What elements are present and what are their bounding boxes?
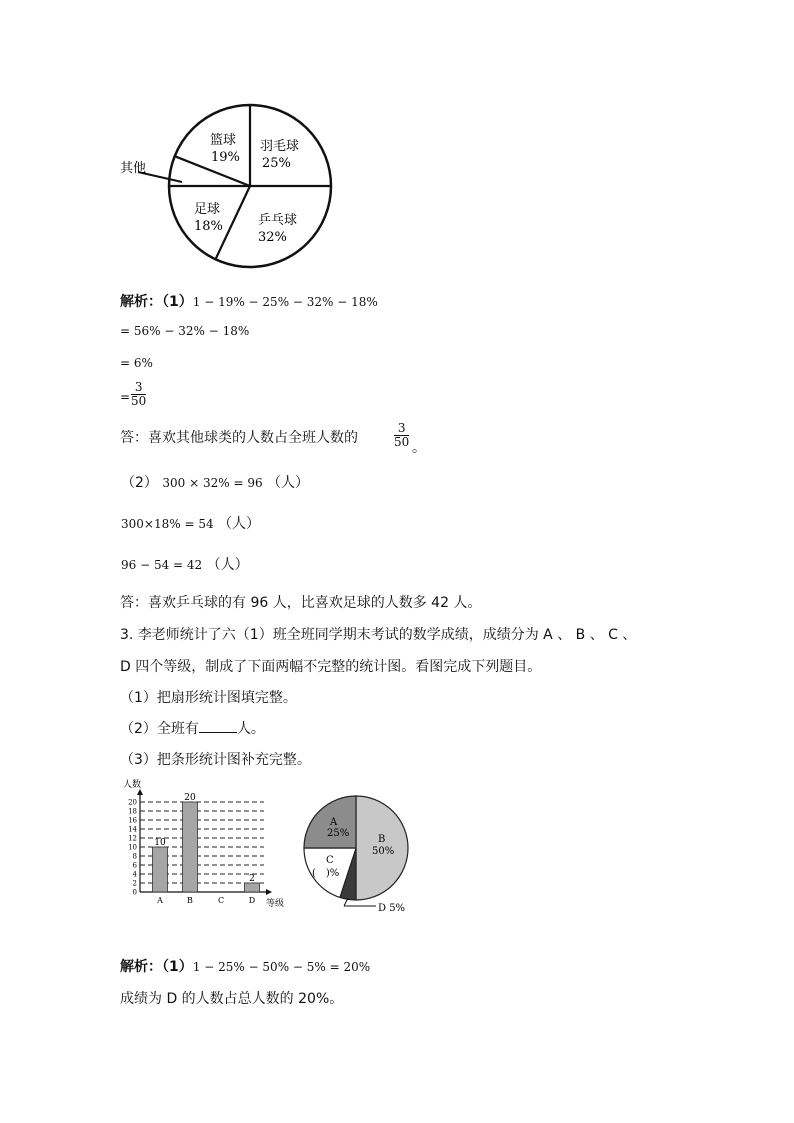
fraction-numerator: 3 xyxy=(394,422,409,436)
sol1-part2-unit: （人） xyxy=(267,475,310,491)
sol1-part2-prefix: （2） xyxy=(121,475,158,491)
fraction-numerator: 3 xyxy=(131,381,146,395)
pie1-pct-pingpong: 32% xyxy=(258,230,287,245)
q3-sub3: （3）把条形统计图补充完整。 xyxy=(120,752,311,768)
sol1-line1-expr: 1 − 19% − 25% − 32% − 18% xyxy=(192,295,378,309)
pie2-label-A: A xyxy=(330,817,338,828)
ball-sports-pie-chart xyxy=(110,100,340,275)
q3-line1: 3. 李老师统计了六（1）班全班同学期末考试的数学成绩，成绩分为 A 、 B 、 C 、 xyxy=(120,627,637,643)
bar-value-label-B: 20 xyxy=(184,793,196,803)
pie1-pct-badminton: 25% xyxy=(262,156,291,171)
sol1-answer2: 答：喜欢乒乓球的有 96 人，比喜欢足球的人数多 42 人。 xyxy=(120,595,482,611)
pie2-pct-B: 50% xyxy=(372,846,395,857)
sol1-part3-expr: 300×18% = 54 xyxy=(121,517,214,531)
q3-answer-blank[interactable] xyxy=(199,720,237,733)
pie2-pct-A: 25% xyxy=(327,828,350,839)
bar-ytick-label: 10 xyxy=(128,843,137,852)
sol1-answer1-end: 。 xyxy=(412,440,426,456)
sol1-fraction-3-50 xyxy=(131,381,146,408)
pie2-label-C: C xyxy=(326,855,334,866)
q3-sub2-suffix: 人。 xyxy=(236,721,265,737)
bar-value-label-D: 2 xyxy=(249,874,255,884)
sol3-line1-prefix: 解析：（1） xyxy=(120,959,193,975)
bar-ytick-label: 14 xyxy=(128,825,137,834)
bar-value-label-A: 10 xyxy=(154,838,166,848)
bar-ytick-label: 20 xyxy=(128,798,137,807)
sol1-part3-unit: （人） xyxy=(218,516,261,532)
sol1-answer1: 答：喜欢其他球类的人数占全班人数的 xyxy=(120,430,358,446)
bar-ylabel: 人数 xyxy=(123,780,142,790)
bar-category-D: D xyxy=(248,896,256,905)
pie1-other-label: 其他 xyxy=(120,161,147,176)
bar-category-B: B xyxy=(187,896,193,905)
sol3-line1-expr: 1 − 25% − 50% − 5% = 20% xyxy=(192,960,371,974)
pie2-label-B: B xyxy=(378,834,386,845)
bar-ytick-label: 6 xyxy=(132,861,137,870)
bar-ytick-label: 16 xyxy=(128,816,137,825)
fraction-denominator: 50 xyxy=(394,435,410,449)
q3-sub2-prefix: （2）全班有 xyxy=(120,721,199,737)
pie1-pct-basketball: 19% xyxy=(211,150,240,165)
sol1-line3: = 6% xyxy=(120,356,153,370)
sol1-line1-prefix: 解析：（1） xyxy=(120,294,193,310)
grades-pie-chart xyxy=(298,790,428,920)
pie1-label-badminton: 羽毛球 xyxy=(260,139,300,154)
q3-sub1: （1）把扇形统计图填完整。 xyxy=(120,690,297,706)
q3-line2: D 四个等级，制成了下面两幅不完整的统计图。看图完成下列题目。 xyxy=(120,659,542,675)
bar-ytick-label: 0 xyxy=(132,888,137,897)
bar-category-A: A xyxy=(157,896,163,905)
bar-B xyxy=(183,802,198,892)
pie1-label-football: 足球 xyxy=(194,202,221,217)
sol1-part4-expr: 96 − 54 = 42 xyxy=(121,558,203,572)
sol1-line2: = 56% − 32% − 18% xyxy=(120,324,250,338)
bar-A xyxy=(153,847,168,892)
pie2-label-D: D 5% xyxy=(378,903,406,914)
pie1-label-basketball: 篮球 xyxy=(210,133,237,148)
bar-ytick-label: 4 xyxy=(132,870,137,879)
bar-D xyxy=(245,883,260,892)
sol1-part4-unit: （人） xyxy=(206,557,249,573)
bar-ytick-label: 8 xyxy=(132,852,137,861)
pie1-label-pingpong: 乒乓球 xyxy=(258,213,298,228)
pie1-pct-football: 18% xyxy=(194,219,223,234)
fraction-denominator: 50 xyxy=(131,394,147,408)
sol1-line4-eq: = xyxy=(120,390,131,404)
bar-category-C: C xyxy=(217,896,225,905)
grades-bar-chart xyxy=(116,775,296,910)
bar-xlabel: 等级 xyxy=(266,899,285,909)
bar-ytick-label: 12 xyxy=(128,834,137,843)
pie2-pct-C: ( )% xyxy=(312,868,340,879)
bar-ytick-label: 18 xyxy=(128,807,137,816)
bar-ytick-label: 2 xyxy=(132,879,137,888)
answer1-fraction-3-50 xyxy=(394,422,409,449)
bar-x-arrow xyxy=(266,889,272,895)
sol1-part2-expr: 300 × 32% = 96 xyxy=(162,476,263,490)
sol3-line2: 成绩为 D 的人数占总人数的 20%。 xyxy=(120,991,344,1007)
